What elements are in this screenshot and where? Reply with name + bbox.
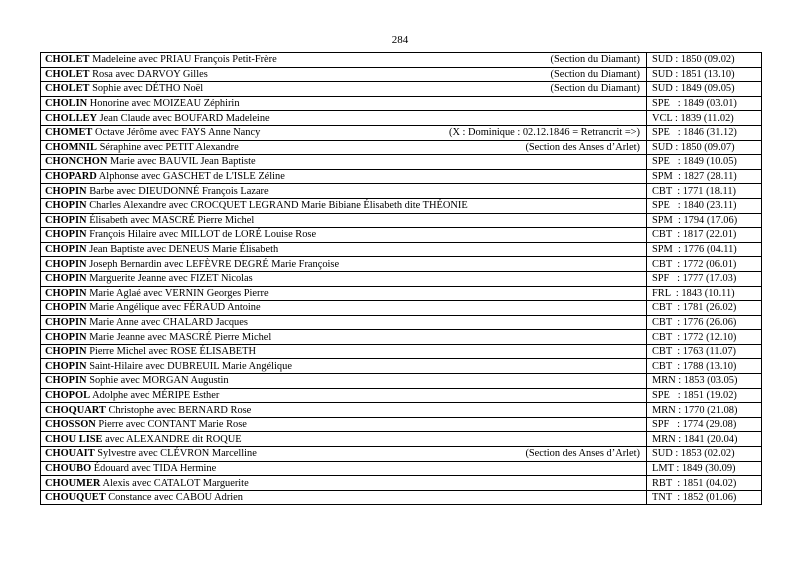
entry-surname: CHOUAIT	[45, 448, 95, 460]
entry-names: Barbe avec DIEUDONNÉ François Lazare	[89, 185, 269, 197]
entry-surname: CHOPIN	[45, 185, 87, 197]
table-row	[41, 228, 762, 243]
entry-names: Joseph Bernardin avec LEFÈVRE DEGRÉ Marie Françoise	[89, 258, 340, 270]
entry-names: Charles Alexandre avec CROCQUET LEGRAND Marie Bibiane Élisabeth dite THÉONIE	[89, 200, 468, 212]
entry-surname: CHOLLEY	[45, 112, 97, 124]
entry-names: Alphonse avec GASCHET de L'ISLE Zéline	[98, 171, 285, 183]
entry-note: (Section du Diamant)	[550, 83, 640, 95]
entry-names: Rosa avec DARVOY Gilles	[92, 68, 208, 80]
entry-cell	[41, 155, 647, 170]
entry-reference: VCL : 1839 (11.02)	[647, 111, 762, 126]
entry-names: Marie avec BAUVIL Jean Baptiste	[109, 156, 256, 168]
table-row	[41, 432, 762, 447]
entry-reference: CBT : 1817 (22.01)	[647, 228, 762, 243]
entry-reference: SUD : 1853 (02.02)	[647, 447, 762, 462]
entry-names: Marie Jeanne avec MASCRÉ Pierre Michel	[89, 331, 272, 343]
table-row	[41, 490, 762, 505]
entry-reference: SPM : 1794 (17.06)	[647, 213, 762, 228]
table-row	[41, 476, 762, 491]
entry-cell	[41, 198, 647, 213]
entry-names: Élisabeth avec MASCRÉ Pierre Michel	[89, 214, 255, 226]
entry-names: Sylvestre avec CLÉVRON Marcelline	[97, 448, 257, 460]
entry-surname: CHONCHON	[45, 156, 108, 168]
entry-cell	[41, 388, 647, 403]
entry-reference: SPE : 1846 (31.12)	[647, 125, 762, 140]
entry-note: (X : Dominique : 02.12.1846 = Retrancrit =>)	[448, 126, 640, 138]
entry-reference: TNT : 1852 (01.06)	[647, 490, 762, 505]
entry-reference: SPM : 1827 (28.11)	[647, 169, 762, 184]
entry-cell	[41, 461, 647, 476]
entry-names: Alexis avec CATALOT Marguerite	[102, 477, 249, 489]
entry-note: (Section des Anses d’Arlet)	[525, 141, 640, 153]
entry-surname: CHOUMER	[45, 477, 101, 489]
entry-names: Marguerite Jeanne avec FIZET Nicolas	[89, 273, 253, 285]
table-row	[41, 140, 762, 155]
entry-reference: SUD : 1851 (13.10)	[647, 67, 762, 82]
entry-cell	[41, 184, 647, 199]
entry-note: (Section des Anses d’Arlet)	[525, 448, 640, 460]
table-row	[41, 359, 762, 374]
entry-names: Marie Aglaé avec VERNIN Georges Pierre	[89, 287, 269, 299]
entry-cell	[41, 286, 647, 301]
entry-cell	[41, 257, 647, 272]
entry-reference: CBT : 1781 (26.02)	[647, 301, 762, 316]
entry-surname: CHOUQUET	[45, 492, 106, 504]
entry-reference: SPF : 1774 (29.08)	[647, 417, 762, 432]
register-body	[41, 53, 762, 505]
entry-reference: MRN : 1853 (03.05)	[647, 374, 762, 389]
entry-cell	[41, 213, 647, 228]
entry-names: Jean Baptiste avec DENEUS Marie Élisabeth	[89, 244, 279, 256]
table-row	[41, 447, 762, 462]
entry-surname: CHOPIN	[45, 331, 87, 343]
entry-cell	[41, 271, 647, 286]
entry-cell	[41, 403, 647, 418]
table-row	[41, 301, 762, 316]
table-row	[41, 82, 762, 97]
table-row	[41, 213, 762, 228]
entry-reference: MRN : 1841 (20.04)	[647, 432, 762, 447]
page-number: 284	[391, 34, 409, 46]
entry-note: (Section du Diamant)	[550, 54, 640, 65]
entry-reference: FRL : 1843 (10.11)	[647, 286, 762, 301]
entry-cell	[41, 417, 647, 432]
entry-reference: CBT : 1772 (12.10)	[647, 330, 762, 345]
entry-names: Sophie avec MORGAN Augustin	[89, 375, 229, 387]
entry-names: François Hilaire avec MILLOT de LORÉ Louise Rose	[89, 229, 317, 241]
entry-cell	[41, 301, 647, 316]
entry-reference: SPM : 1776 (04.11)	[647, 242, 762, 257]
entry-cell	[41, 432, 647, 447]
table-row	[41, 257, 762, 272]
table-row	[41, 53, 762, 68]
entry-reference: LMT : 1849 (30.09)	[647, 461, 762, 476]
table-row	[41, 286, 762, 301]
entry-reference: SPE : 1851 (19.02)	[647, 388, 762, 403]
entry-surname: CHOSSON	[45, 419, 96, 431]
entry-reference: CBT : 1788 (13.10)	[647, 359, 762, 374]
entry-cell	[41, 53, 647, 68]
entry-names: Pierre Michel avec ROSE ÉLISABETH	[89, 346, 256, 358]
entry-surname: CHOPIN	[45, 287, 87, 299]
entry-cell	[41, 140, 647, 155]
entry-names: Édouard avec TIDA Hermine	[93, 462, 217, 474]
entry-surname: CHOQUART	[45, 404, 106, 416]
entry-reference: RBT : 1851 (04.02)	[647, 476, 762, 491]
table-row	[41, 111, 762, 126]
entry-names: Pierre avec CONTANT Marie Rose	[98, 419, 247, 431]
entry-cell	[41, 359, 647, 374]
table-row	[41, 155, 762, 170]
entry-cell	[41, 125, 647, 140]
entry-surname: CHOLET	[45, 54, 90, 66]
entry-reference: SPE : 1840 (23.11)	[647, 198, 762, 213]
table-row	[41, 461, 762, 476]
entry-names: Marie Angélique avec FÉRAUD Antoine	[89, 302, 261, 314]
entry-reference: CBT : 1776 (26.06)	[647, 315, 762, 330]
entry-cell	[41, 82, 647, 97]
entry-names: Séraphine avec PETIT Alexandre	[99, 141, 239, 153]
entry-cell	[41, 476, 647, 491]
entry-reference: SUD : 1850 (09.02)	[647, 53, 762, 68]
entry-names: Saint-Hilaire avec DUBREUIL Marie Angélique	[89, 360, 292, 372]
entry-names: Adolphe avec MÉRIPE Esther	[92, 389, 220, 401]
entry-cell	[41, 490, 647, 505]
entry-cell	[41, 330, 647, 345]
entry-cell	[41, 96, 647, 111]
entry-surname: CHOPOL	[45, 389, 91, 401]
entry-surname: CHOPIN	[45, 346, 87, 358]
table-row	[41, 403, 762, 418]
entry-surname: CHOPIN	[45, 375, 87, 387]
entry-reference: SUD : 1849 (09.05)	[647, 82, 762, 97]
entry-surname: CHOPIN	[45, 200, 87, 212]
entry-surname: CHOLET	[45, 83, 90, 95]
entry-names: Constance avec CABOU Adrien	[108, 492, 243, 504]
table-row	[41, 96, 762, 111]
table-row	[41, 125, 762, 140]
entry-surname: CHOPARD	[45, 171, 97, 183]
table-row	[41, 169, 762, 184]
table-row	[41, 242, 762, 257]
entry-cell	[41, 111, 647, 126]
table-row	[41, 198, 762, 213]
table-row	[41, 330, 762, 345]
entry-reference: MRN : 1770 (21.08)	[647, 403, 762, 418]
entry-surname: CHOPIN	[45, 258, 87, 270]
entry-surname: CHOPIN	[45, 229, 87, 241]
entry-note: (Section du Diamant)	[550, 68, 640, 80]
entry-surname: CHOLET	[45, 68, 90, 80]
entry-names: Octave Jérôme avec FAYS Anne Nancy	[94, 127, 261, 139]
entry-surname: CHOPIN	[45, 244, 87, 256]
entry-surname: CHOMET	[45, 127, 93, 139]
table-row	[41, 67, 762, 82]
entry-reference: CBT : 1771 (18.11)	[647, 184, 762, 199]
entry-reference: CBT : 1763 (11.07)	[647, 344, 762, 359]
entry-reference: CBT : 1772 (06.01)	[647, 257, 762, 272]
marriage-register-table	[40, 52, 762, 505]
table-row	[41, 388, 762, 403]
entry-cell	[41, 242, 647, 257]
entry-reference: SPE : 1849 (10.05)	[647, 155, 762, 170]
entry-names: Honorine avec MOIZEAU Zéphirin	[89, 98, 240, 110]
entry-surname: CHOMNIL	[45, 141, 97, 153]
entry-names: Madeleine avec PRIAU François Petit-Frère	[92, 54, 277, 66]
entry-cell	[41, 374, 647, 389]
entry-names: avec ALEXANDRE dit ROQUE	[105, 433, 242, 445]
entry-surname: CHOU LISE	[45, 433, 103, 445]
entry-cell	[41, 344, 647, 359]
entry-reference: SPF : 1777 (17.03)	[647, 271, 762, 286]
table-row	[41, 184, 762, 199]
entry-cell	[41, 447, 647, 462]
entry-reference: SPE : 1849 (03.01)	[647, 96, 762, 111]
entry-surname: CHOPIN	[45, 360, 87, 372]
entry-surname: CHOPIN	[45, 273, 87, 285]
entry-surname: CHOLIN	[45, 98, 88, 110]
entry-reference: SUD : 1850 (09.07)	[647, 140, 762, 155]
table-row	[41, 271, 762, 286]
entry-surname: CHOPIN	[45, 316, 87, 328]
table-row	[41, 344, 762, 359]
entry-cell	[41, 67, 647, 82]
table-row	[41, 315, 762, 330]
entry-names: Marie Anne avec CHALARD Jacques	[89, 316, 248, 328]
table-row	[41, 374, 762, 389]
entry-cell	[41, 169, 647, 184]
entry-surname: CHOPIN	[45, 214, 87, 226]
entry-names: Christophe avec BERNARD Rose	[108, 404, 252, 416]
entry-cell	[41, 228, 647, 243]
entry-names: Sophie avec DÉTHO Noël	[92, 83, 204, 95]
entry-surname: CHOPIN	[45, 302, 87, 314]
entry-cell	[41, 315, 647, 330]
entry-names: Jean Claude avec BOUFARD Madeleine	[99, 112, 270, 124]
entry-surname: CHOUBO	[45, 462, 92, 474]
table-row	[41, 417, 762, 432]
